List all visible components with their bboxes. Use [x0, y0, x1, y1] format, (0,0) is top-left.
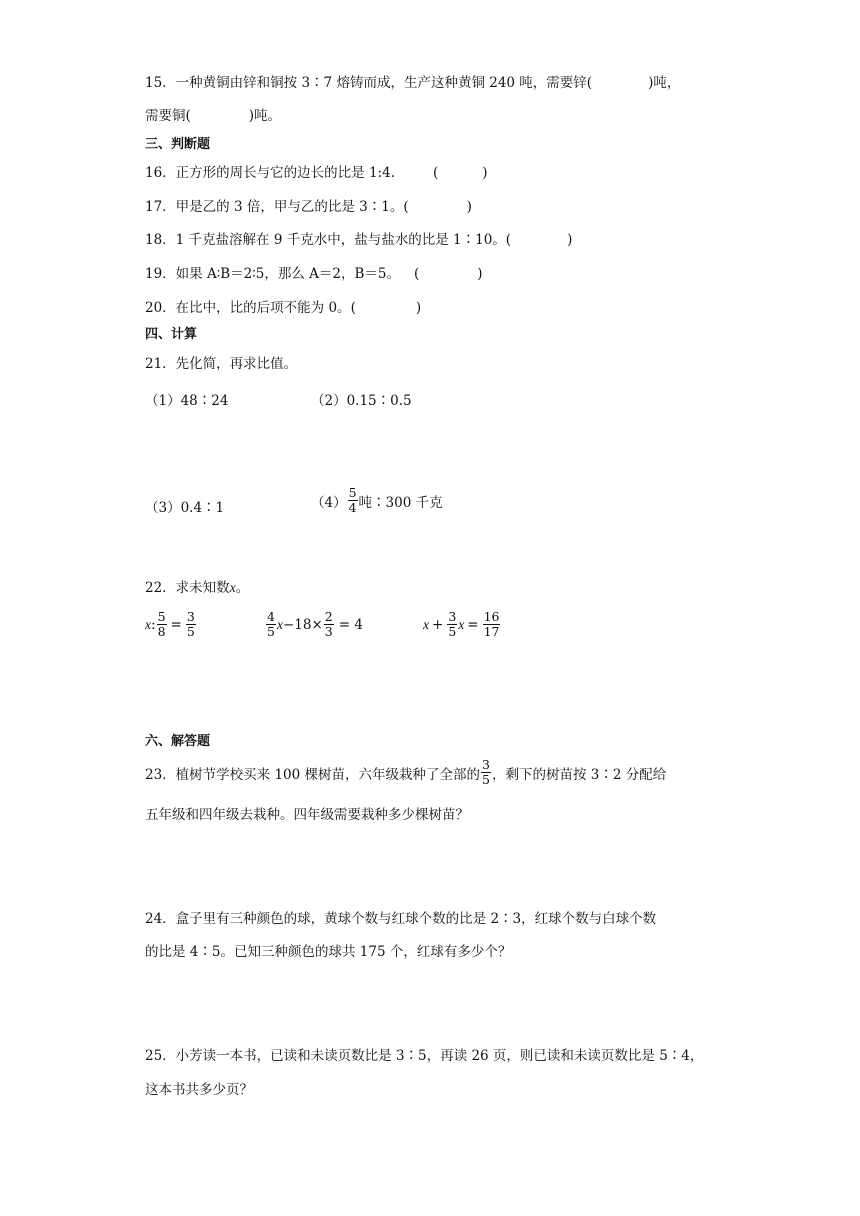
fraction — [157, 610, 167, 639]
question-21-stem: 21．先化简，再求比值。 — [145, 356, 298, 372]
q23-text-a: 23．植树节学校买来 100 棵树苗，六年级栽种了全部的 — [145, 766, 481, 783]
fraction-denominator: 5 — [186, 624, 195, 639]
paren-open: ( — [505, 232, 512, 248]
fraction — [481, 758, 491, 787]
equals-sign: = — [170, 616, 182, 633]
q21-part-2: （2）0.15∶0.5 — [311, 393, 412, 409]
question-15-line-1 — [145, 74, 680, 92]
paren-close: ) — [477, 266, 483, 282]
fraction-numerator: 16 — [483, 609, 500, 624]
fraction-denominator: 8 — [157, 624, 166, 639]
question-24-line-1: 24．盒子里有三种颜色的球，黄球个数与红球个数的比是 2∶3，红球个数与白球个数 — [145, 911, 657, 927]
question-25-line-1: 25．小芳读一本书，已读和未读页数比是 3∶5，再读 26 页，则已读和未读页数比是 5∶4， — [145, 1048, 704, 1064]
q15-text-a: 15．一种黄铜由锌和铜按 3∶7 熔铸而成，生产这种黄铜 240 吨，需要锌( — [145, 75, 593, 91]
q23-text-b: ，剩下的树苗按 3∶2 分配给 — [491, 766, 667, 783]
variable-x: x — [145, 616, 151, 632]
paren-close: ) — [466, 199, 472, 215]
q20-text: 20．在比中，比的后项不能为 0。 — [145, 300, 351, 316]
fraction-numerator: 4 — [267, 609, 275, 624]
fraction-denominator: 17 — [483, 624, 500, 639]
q22-stem-end: 。 — [235, 580, 250, 596]
equals-sign: = — [467, 616, 479, 633]
q18-text: 18．1 千克盐溶解在 9 千克水中，盐与盐水的比是 1∶10。 — [145, 232, 506, 248]
q21-part-4-label: （4） — [311, 494, 347, 511]
question-23-line-2: 五年级和四年级去栽种。四年级需要栽种多少棵树苗？ — [145, 807, 469, 823]
variable-x: x — [423, 616, 429, 632]
question-24-line-2: 的比是 4∶5。已知三种颜色的球共 175 个，红球有多少个？ — [145, 944, 512, 960]
fraction — [266, 610, 276, 639]
variable-x: x — [229, 580, 236, 595]
q15-text-c: 需要铜( — [145, 108, 191, 124]
ratio-colon: : — [151, 616, 156, 633]
q22-stem-text: 22．求未知数 — [145, 580, 230, 596]
fraction-denominator: 4 — [348, 500, 357, 515]
fraction — [483, 610, 501, 639]
fraction-numerator: 5 — [157, 609, 166, 624]
question-17 — [145, 198, 472, 216]
variable-x: x — [458, 616, 465, 632]
section-title-answers: 六、解答题 — [145, 734, 211, 749]
operator-text: −18× — [282, 616, 323, 633]
equation-2 — [265, 610, 363, 639]
question-18 — [145, 231, 572, 249]
question-23-line-1 — [145, 758, 666, 787]
fraction-numerator: 2 — [324, 609, 333, 624]
q17-text: 17．甲是乙的 3 倍，甲与乙的比是 3∶1。 — [145, 199, 404, 215]
paren-close: ) — [415, 300, 422, 316]
fraction — [348, 486, 358, 515]
question-22-stem — [145, 579, 249, 597]
q21-part-3: （3）0.4∶1 — [145, 500, 225, 516]
section-title-calculation: 四、计算 — [145, 327, 198, 342]
q21-part-4 — [311, 486, 443, 515]
fraction-numerator: 3 — [482, 757, 490, 772]
question-25-line-2: 这本书共多少页？ — [145, 1082, 253, 1098]
section-title-judgement: 三、判断题 — [145, 137, 211, 152]
fraction — [447, 610, 457, 639]
equation-3 — [423, 610, 501, 639]
question-19 — [145, 265, 483, 283]
fraction — [324, 610, 334, 639]
paren-open: ( — [433, 165, 439, 181]
fraction-numerator: 3 — [186, 609, 195, 624]
q15-text-d: )吨。 — [248, 108, 282, 124]
question-20 — [145, 299, 421, 317]
fraction-denominator: 5 — [267, 624, 275, 639]
paren-open: ( — [413, 266, 420, 282]
plus-sign: + — [432, 616, 444, 633]
q16-text: 16．正方形的周长与它的边长的比是 1:4. — [145, 165, 395, 181]
paren-open: ( — [350, 300, 356, 316]
fraction-numerator: 3 — [448, 609, 457, 624]
fraction-denominator: 5 — [448, 624, 457, 639]
paren-open: ( — [403, 199, 409, 215]
question-16 — [145, 164, 488, 182]
equation-1 — [145, 610, 197, 639]
q21-part-4-text: 吨∶300 千克 — [358, 494, 443, 511]
equals-value: = 4 — [338, 616, 363, 633]
variable-x: x — [276, 616, 283, 632]
q21-part-1: （1）48∶24 — [145, 393, 229, 409]
q15-text-b: )吨， — [648, 75, 681, 91]
paren-close: ) — [567, 232, 573, 248]
fraction-denominator: 3 — [324, 624, 333, 639]
fraction — [186, 610, 196, 639]
paren-close: ) — [482, 165, 488, 181]
fraction-denominator: 5 — [482, 772, 490, 787]
question-15-line-2 — [145, 107, 281, 125]
q19-text: 19．如果 A∶B＝2∶5，那么 A＝2，B＝5。 — [145, 266, 400, 282]
fraction-numerator: 5 — [348, 485, 357, 500]
